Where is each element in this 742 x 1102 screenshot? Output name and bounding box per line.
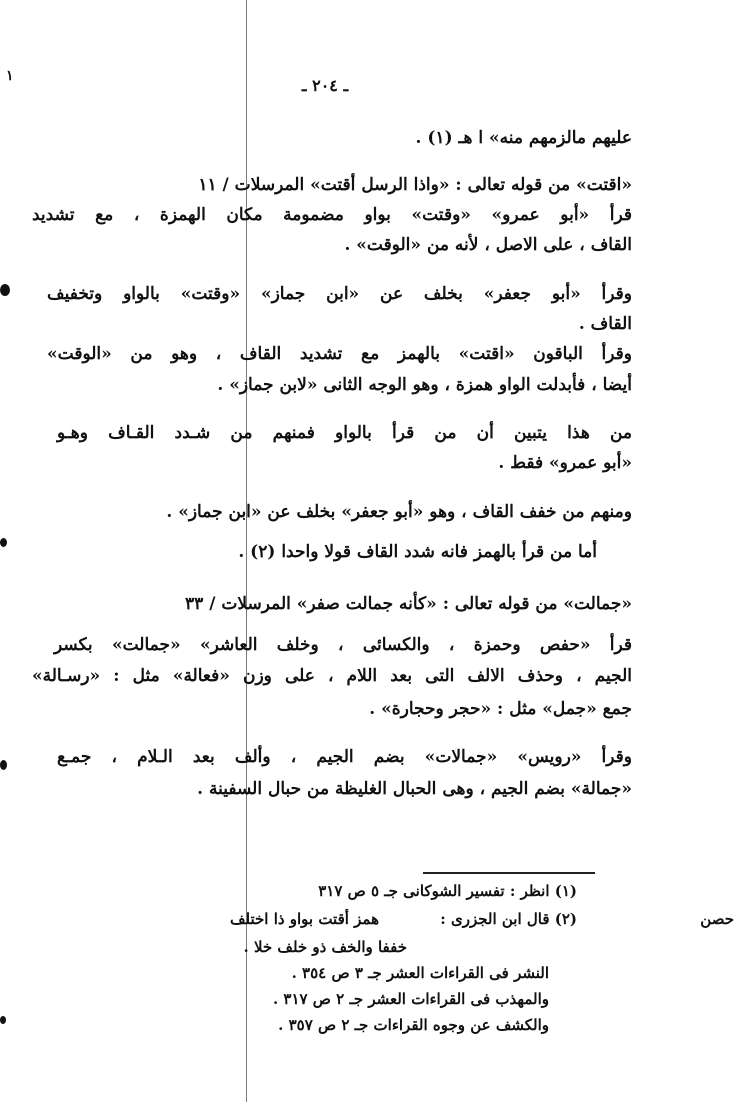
text-line: ومنهم من خفف القاف ، وهو «أبو جعفر» بخلف عن «ابن جماز» . bbox=[166, 502, 632, 522]
verse-heading: «اقتت» من قوله تعالى : «واذا الرسل أقتت» المرسلات / ١١ bbox=[198, 175, 632, 195]
text-line: القاف . bbox=[578, 314, 632, 334]
footnote-2-label: (٢) قال ابن الجزرى : bbox=[440, 910, 577, 928]
footnote-ref: النشر فى القراءات العشر جـ ٣ ص ٣٥٤ . bbox=[291, 964, 549, 982]
text-line: أيضا ، فأبدلت الواو همزة ، وهو الوجه الثانى «لابن جماز» . bbox=[217, 375, 632, 395]
verse-heading: «جمالت» من قوله تعالى : «كأنه جمالت صفر» المرسلات / ٣٣ bbox=[185, 594, 632, 614]
text-line: القاف ، على الاصل ، لأنه من «الوقت» . bbox=[344, 235, 632, 255]
side-page-marker: ١ bbox=[6, 68, 14, 84]
footnote-2-verse-cont: خففا والخف ذو خلف خلا . bbox=[243, 938, 407, 956]
text-line: وقرأ الباقون «اقتت» بالهمز مع تشديد القاف ، وهو من «الوقت» bbox=[47, 344, 632, 364]
binding-hole-mark bbox=[0, 538, 7, 547]
text-line: من هذا يتبين أن من قرأ بالواو فمنهم من شـدد القـاف وهـو bbox=[57, 423, 632, 443]
text-line: أما من قرأ بالهمز فانه شدد القاف قولا واحدا (٢) . bbox=[238, 542, 597, 562]
text-line: قرأ «حفص وحمزة ، والكسائى ، وخلف العاشر» «جمالت» بكسر bbox=[54, 635, 632, 655]
text-line: «أبو عمرو» فقط . bbox=[498, 453, 632, 473]
text-line: وقرأ «أبو جعفر» بخلف عن «ابن جماز» «وقتت» بالواو وتخفيف bbox=[47, 284, 632, 304]
footnote-ref: والكشف عن وجوه القراءات جـ ٢ ص ٣٥٧ . bbox=[278, 1016, 549, 1034]
continuation-line: علیهم مالزمهم منه» ا هـ (١) . bbox=[415, 128, 632, 148]
text-line: «جمالة» بضم الجيم ، وهى الحبال الغليظة من حبال السفينة . bbox=[197, 779, 632, 799]
footnote-ref: والمهذب فى القراءات العشر جـ ٢ ص ٣١٧ . bbox=[272, 990, 549, 1008]
footnote-2-verse-end: حصن bbox=[700, 910, 734, 928]
text-line: جمع «جمل» مثل : «حجر وحجارة» . bbox=[369, 699, 632, 719]
binding-hole-mark bbox=[0, 284, 10, 296]
footnote-1: (١) انظر : تفسير الشوكانى جـ ٥ ص ٣١٧ bbox=[318, 882, 577, 900]
text-line: قرأ «أبو عمرو» «وقتت» بواو مضمومة مكان الهمزة ، مع تشديد bbox=[32, 205, 632, 225]
text-line: وقرأ «رويس» «جمالات» بضم الجيم ، وألف بعد الـلام ، جمـع bbox=[57, 747, 632, 767]
footnote-separator bbox=[423, 872, 595, 874]
text-line: الجيم ، وحذف الالف التى بعد اللام ، على وزن «فعالة» مثل : «رسـالة» bbox=[32, 666, 632, 686]
binding-hole-mark bbox=[0, 1016, 6, 1024]
page-number: ـ ٢٠٤ ـ bbox=[301, 76, 349, 95]
footnote-2-verse: همز أقتت بواو ذا اختلف bbox=[230, 910, 379, 928]
binding-hole-mark bbox=[0, 760, 7, 770]
